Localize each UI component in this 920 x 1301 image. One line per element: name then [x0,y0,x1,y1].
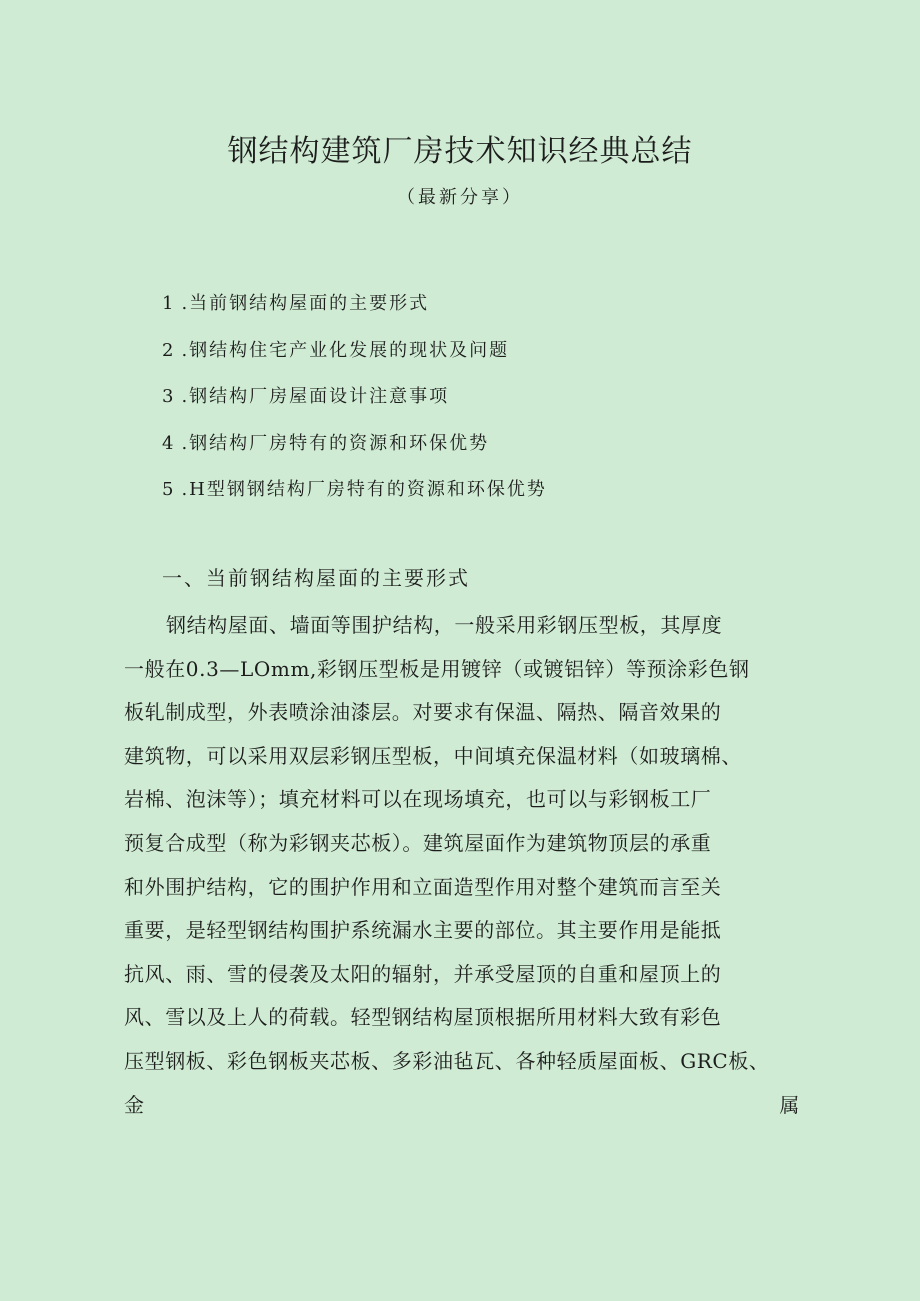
toc-item-number: 2 [162,339,176,361]
document-title: 钢结构建筑厂房技术知识经典总结 [227,134,693,169]
paragraph-line: 钢结构屋面、墙面等围护结构，一般采用彩钢压型板，其厚度 [166,613,723,637]
toc-item [162,334,547,381]
paragraph-line: 重要，是轻型钢结构围护系统漏水主要的部位。其主要作用是能抵 [124,918,722,943]
toc-item [162,473,547,520]
paragraph-line: 预复合成型（称为彩钢夹芯板）。建筑屋面作为建筑物顶层的承重 [124,830,712,855]
toc-item-text: .钢结构住宅产业化发展的现状及问题 [181,339,510,361]
toc-item-number: 5 [162,479,176,500]
paragraph-line: 风、雪以及上人的荷载。轻型钢结构屋顶根据所用材料大致有彩色 [124,1005,722,1030]
toc-item [162,427,547,474]
toc-item-text: .当前钢结构屋面的主要形式 [181,293,430,314]
toc-item-number: 4 [162,432,176,454]
toc-item-number: 1 [162,293,176,314]
toc-item-number: 3 [162,386,176,407]
section-heading: 一、当前钢结构屋面的主要形式 [162,566,470,590]
last-line-right-text: 属 [779,1092,800,1117]
paragraph-last-line [124,1084,800,1128]
last-line-left-text: 金 [124,1092,145,1117]
body-paragraph [124,604,800,1127]
toc-item-text: .钢结构厂房屋面设计注意事项 [181,386,450,407]
document-subtitle: （最新分享） [397,187,523,208]
paragraph-line: 建筑物，可以采用双层彩钢压型板，中间填充保温材料（如玻璃棉、 [124,743,742,768]
table-of-contents [162,287,547,520]
paragraph-line: 抗风、雨、雪的侵袭及太阳的辐射，并承受屋顶的自重和屋顶上的 [124,961,722,986]
paragraph-line: 岩棉、泡沫等）；填充材料可以在现场填充，也可以与彩钢板工厂 [124,787,712,812]
paragraph-line: 压型钢板、彩色钢板夹芯板、多彩油毡瓦、各种轻质屋面板、GRC板、 [124,1048,770,1073]
toc-item-text: .H型钢钢结构厂房特有的资源和环保优势 [181,479,547,500]
paragraph-line: 和外围护结构，它的围护作用和立面造型作用对整个建筑而言至关 [124,874,722,899]
paragraph-line: 板轧制成型，外表喷涂油漆层。对要求有保温、隔热、隔音效果的 [124,700,722,725]
toc-item [162,287,547,334]
paragraph-line: 一般在0.3—LOmm,彩钢压型板是用镀锌（或镀铝锌）等预涂彩色钢 [124,656,750,681]
toc-item-text: .钢结构厂房特有的资源和环保优势 [181,432,490,454]
toc-item [162,380,547,427]
